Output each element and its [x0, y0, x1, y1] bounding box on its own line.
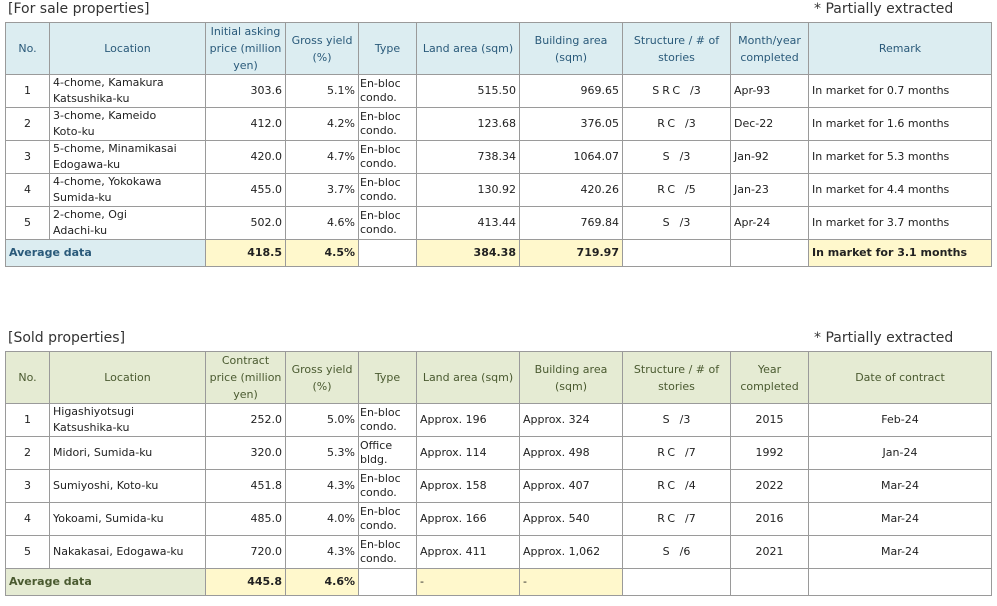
row-building: 376.05 — [520, 108, 623, 141]
row-structure: S /3 — [623, 207, 731, 240]
row-structure: RC /5 — [623, 174, 731, 207]
average-type — [359, 569, 417, 596]
row-price: 412.0 — [206, 108, 286, 141]
header-building: Building area (sqm) — [520, 352, 623, 404]
average-price: 445.8 — [206, 569, 286, 596]
row-no: 4 — [6, 503, 50, 536]
row-price: 252.0 — [206, 404, 286, 437]
average-date — [809, 569, 992, 596]
row-yield: 4.3% — [286, 470, 359, 503]
header-land: Land area (sqm) — [417, 352, 520, 404]
header-building: Building area (sqm) — [520, 23, 623, 75]
for-sale-table — [5, 22, 992, 267]
row-date: Jan-24 — [809, 437, 992, 470]
for-sale-title: [For sale properties] — [8, 1, 150, 17]
header-no: No. — [6, 23, 50, 75]
row-type: En-bloc condo. — [359, 174, 417, 207]
row-price: 303.6 — [206, 75, 286, 108]
average-yield: 4.6% — [286, 569, 359, 596]
row-structure: SRC /3 — [623, 75, 731, 108]
row-location: 4-chome, Yokokawa Sumida-ku — [50, 174, 206, 207]
row-structure: S /3 — [623, 404, 731, 437]
table-row — [6, 174, 992, 207]
row-yield: 4.2% — [286, 108, 359, 141]
average-remark: In market for 3.1 months — [809, 240, 992, 267]
row-no: 1 — [6, 75, 50, 108]
sold-table — [5, 351, 992, 596]
row-yield: 4.6% — [286, 207, 359, 240]
table-row — [6, 75, 992, 108]
row-location: Nakakasai, Edogawa-ku — [50, 536, 206, 569]
header-location: Location — [50, 23, 206, 75]
row-no: 2 — [6, 437, 50, 470]
table-row — [6, 470, 992, 503]
row-building: Approx. 540 — [520, 503, 623, 536]
row-price: 455.0 — [206, 174, 286, 207]
header-yield: Gross yield (%) — [286, 352, 359, 404]
row-type: En-bloc condo. — [359, 207, 417, 240]
row-yield: 5.1% — [286, 75, 359, 108]
header-location: Location — [50, 352, 206, 404]
row-land: 413.44 — [417, 207, 520, 240]
row-location: 2-chome, Ogi Adachi-ku — [50, 207, 206, 240]
row-structure: RC /7 — [623, 437, 731, 470]
row-completed: 1992 — [731, 437, 809, 470]
row-date: Mar-24 — [809, 503, 992, 536]
row-yield: 4.7% — [286, 141, 359, 174]
row-no: 5 — [6, 207, 50, 240]
row-type: En-bloc condo. — [359, 108, 417, 141]
average-type — [359, 240, 417, 267]
average-price: 418.5 — [206, 240, 286, 267]
row-location: Midori, Sumida-ku — [50, 437, 206, 470]
average-building: - — [520, 569, 623, 596]
row-completed: 2022 — [731, 470, 809, 503]
header-no: No. — [6, 352, 50, 404]
row-structure: S /3 — [623, 141, 731, 174]
row-date: Mar-24 — [809, 536, 992, 569]
row-yield: 4.0% — [286, 503, 359, 536]
row-type: En-bloc condo. — [359, 75, 417, 108]
row-location: Sumiyoshi, Koto-ku — [50, 470, 206, 503]
row-type: En-bloc condo. — [359, 503, 417, 536]
row-no: 5 — [6, 536, 50, 569]
row-price: 320.0 — [206, 437, 286, 470]
row-completed: Jan-92 — [731, 141, 809, 174]
header-price: Initial asking price (million yen) — [206, 23, 286, 75]
row-completed: Apr-24 — [731, 207, 809, 240]
sold-note: * Partially extracted — [814, 330, 954, 346]
row-no: 4 — [6, 174, 50, 207]
row-land: Approx. 114 — [417, 437, 520, 470]
average-row — [6, 569, 992, 596]
table-row — [6, 207, 992, 240]
row-building: Approx. 407 — [520, 470, 623, 503]
row-land: 738.34 — [417, 141, 520, 174]
row-land: 130.92 — [417, 174, 520, 207]
row-no: 3 — [6, 141, 50, 174]
row-completed: 2016 — [731, 503, 809, 536]
row-location: 4-chome, Kamakura Katsushika-ku — [50, 75, 206, 108]
row-land: 515.50 — [417, 75, 520, 108]
row-price: 502.0 — [206, 207, 286, 240]
row-type: En-bloc condo. — [359, 404, 417, 437]
average-label: Average data — [6, 569, 206, 596]
average-completed — [731, 569, 809, 596]
row-structure: RC /4 — [623, 470, 731, 503]
row-structure: S /6 — [623, 536, 731, 569]
row-building: 769.84 — [520, 207, 623, 240]
average-label: Average data — [6, 240, 206, 267]
row-price: 720.0 — [206, 536, 286, 569]
row-building: Approx. 498 — [520, 437, 623, 470]
average-completed — [731, 240, 809, 267]
row-building: 969.65 — [520, 75, 623, 108]
header-remark: Remark — [809, 23, 992, 75]
row-date: Mar-24 — [809, 470, 992, 503]
row-completed: Dec-22 — [731, 108, 809, 141]
row-building: Approx. 1,062 — [520, 536, 623, 569]
row-remark: In market for 4.4 months — [809, 174, 992, 207]
header-date: Date of contract — [809, 352, 992, 404]
header-structure: Structure / # of stories — [623, 23, 731, 75]
table-row — [6, 437, 992, 470]
table-row — [6, 503, 992, 536]
table-row — [6, 536, 992, 569]
row-price: 485.0 — [206, 503, 286, 536]
row-building: Approx. 324 — [520, 404, 623, 437]
table-row — [6, 108, 992, 141]
row-land: Approx. 196 — [417, 404, 520, 437]
row-land: Approx. 166 — [417, 503, 520, 536]
average-land: - — [417, 569, 520, 596]
row-structure: RC /7 — [623, 503, 731, 536]
row-location: Yokoami, Sumida-ku — [50, 503, 206, 536]
row-building: 420.26 — [520, 174, 623, 207]
row-date: Feb-24 — [809, 404, 992, 437]
row-remark: In market for 5.3 months — [809, 141, 992, 174]
row-land: Approx. 411 — [417, 536, 520, 569]
header-type: Type — [359, 23, 417, 75]
row-building: 1064.07 — [520, 141, 623, 174]
average-row — [6, 240, 992, 267]
for-sale-note: * Partially extracted — [814, 1, 954, 17]
row-no: 2 — [6, 108, 50, 141]
row-location: 3-chome, Kameido Koto-ku — [50, 108, 206, 141]
header-price: Contract price (million yen) — [206, 352, 286, 404]
row-yield: 5.0% — [286, 404, 359, 437]
row-land: Approx. 158 — [417, 470, 520, 503]
row-remark: In market for 0.7 months — [809, 75, 992, 108]
header-structure: Structure / # of stories — [623, 352, 731, 404]
header-land: Land area (sqm) — [417, 23, 520, 75]
average-structure — [623, 569, 731, 596]
table-row — [6, 141, 992, 174]
row-price: 420.0 — [206, 141, 286, 174]
row-land: 123.68 — [417, 108, 520, 141]
row-yield: 3.7% — [286, 174, 359, 207]
row-price: 451.8 — [206, 470, 286, 503]
row-location: Higashiyotsugi Katsushika-ku — [50, 404, 206, 437]
average-yield: 4.5% — [286, 240, 359, 267]
row-no: 1 — [6, 404, 50, 437]
row-no: 3 — [6, 470, 50, 503]
row-location: 5-chome, Minamikasai Edogawa-ku — [50, 141, 206, 174]
header-completed: Month/year completed — [731, 23, 809, 75]
row-yield: 5.3% — [286, 437, 359, 470]
row-remark: In market for 1.6 months — [809, 108, 992, 141]
average-land: 384.38 — [417, 240, 520, 267]
row-type: En-bloc condo. — [359, 470, 417, 503]
row-type: En-bloc condo. — [359, 141, 417, 174]
row-structure: RC /3 — [623, 108, 731, 141]
header-type: Type — [359, 352, 417, 404]
row-type: Office bldg. — [359, 437, 417, 470]
row-completed: Apr-93 — [731, 75, 809, 108]
row-yield: 4.3% — [286, 536, 359, 569]
table-row — [6, 404, 992, 437]
row-type: En-bloc condo. — [359, 536, 417, 569]
header-yield: Gross yield (%) — [286, 23, 359, 75]
average-structure — [623, 240, 731, 267]
sold-title: [Sold properties] — [8, 330, 126, 346]
row-completed: 2015 — [731, 404, 809, 437]
header-completed: Year completed — [731, 352, 809, 404]
row-completed: Jan-23 — [731, 174, 809, 207]
row-remark: In market for 3.7 months — [809, 207, 992, 240]
row-completed: 2021 — [731, 536, 809, 569]
average-building: 719.97 — [520, 240, 623, 267]
